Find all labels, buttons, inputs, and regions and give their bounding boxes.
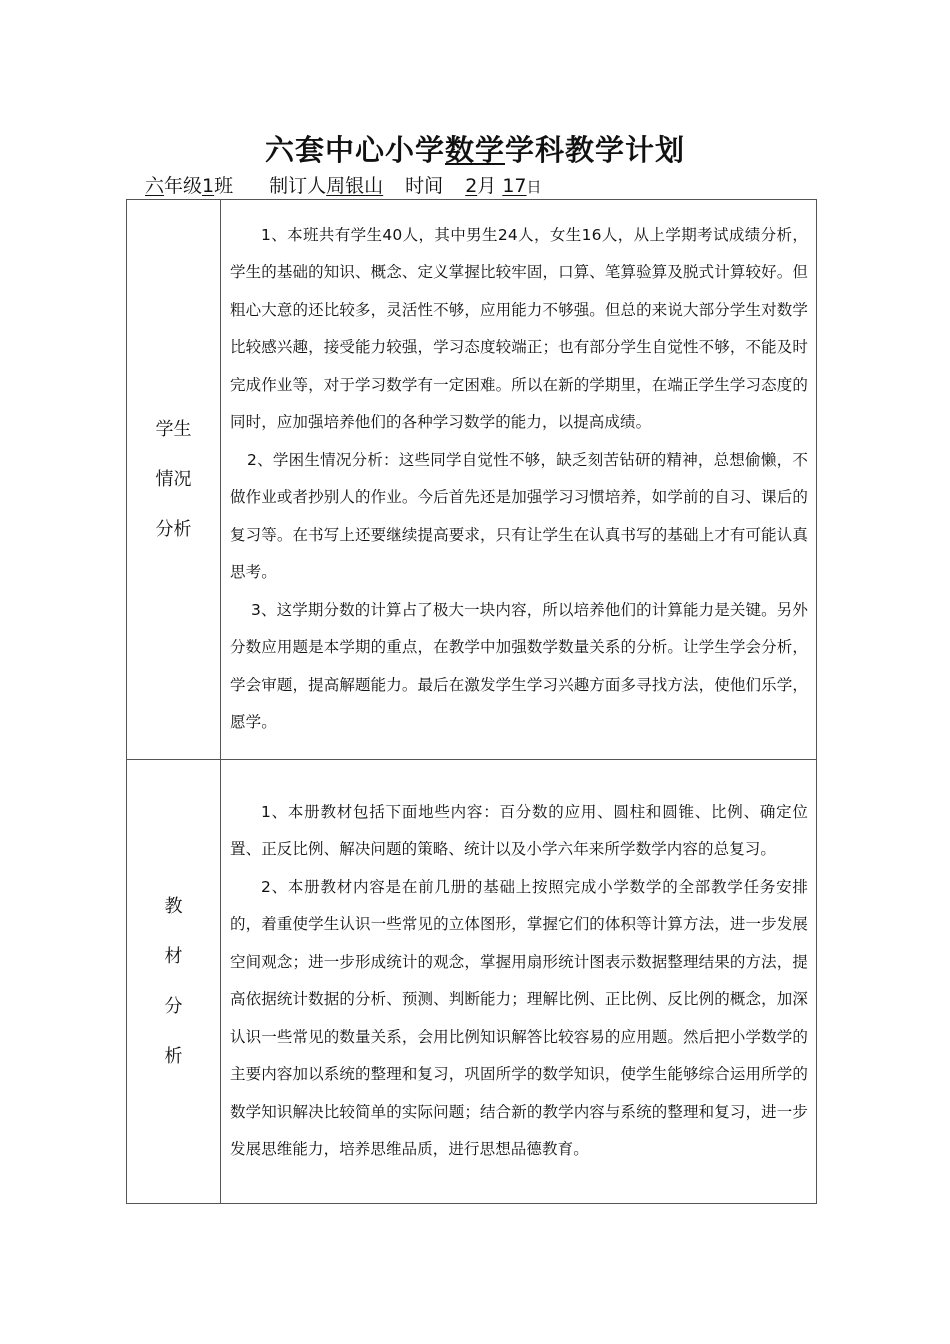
document-title: [0, 130, 950, 170]
maker-label: 制订人: [269, 175, 327, 197]
grade-value: 六: [145, 175, 165, 197]
title-subject: 数学: [444, 133, 505, 167]
row-content-student-analysis: [221, 200, 817, 760]
title-suffix: 学科教学计划: [505, 133, 686, 167]
row-label-line: 分析: [155, 518, 192, 540]
time-label: 时间: [405, 175, 444, 197]
row-label-line: 分: [164, 995, 183, 1017]
day-value: 17: [502, 175, 527, 197]
maker-value: 周银山: [326, 175, 384, 197]
paragraph: 1、本班共有学生40人，其中男生24人，女生16人，从上学期考试成绩分析，学生的基础的知识、概念、定义掌握比较牢固，口算、笔算验算及脱式计算较好。但粗心大意的还比较多，灵活性不够，应用能力不够强。但总的来说大部分学生对数学比较感兴趣，接受能力较强，学习态度较端正；也有部分学生自觉性不够，不能及时完成作业等，对于学习数学有一定困难。所以在新的学期里，在端正学生学习态度的同时，应加强培养他们的各种学习数学的能力，以提高成绩。: [230, 225, 808, 431]
row-label-line: 教: [164, 895, 183, 917]
row-label-line: 情况: [155, 468, 192, 490]
paragraph: 1、本册教材包括下面地些内容：百分数的应用、圆柱和圆锥、比例、确定位置、正反比例、解决问题的策略、统计以及小学六年来所学数学内容的总复习。: [230, 802, 808, 858]
title-prefix: 六套中心小学: [264, 133, 445, 167]
row-label-line: 析: [164, 1045, 183, 1067]
grade-label: 年级: [164, 175, 203, 197]
paragraph: 2、学困生情况分析：这些同学自觉性不够，缺乏刻苦钻研的精神，总想偷懒，不做作业或者抄别人的作业。今后首先还是加强学习习惯培养，如学前的自习、课后的复习等。在书写上还要继续提高要求，只有让学生在认真书写的基础上才有可能认真思考。: [230, 450, 808, 581]
plan-table: [126, 199, 817, 1204]
class-number-value: 1: [202, 175, 215, 197]
month-value: 2: [465, 175, 478, 197]
row-label-textbook-analysis: [127, 760, 221, 1204]
paragraph: 3、这学期分数的计算占了极大一块内容，所以培养他们的计算能力是关键。另外分数应用题是本学期的重点，在教学中加强数学数量关系的分析。让学生学会分析，学会审题，提高解题能力。最后在激发学生学习兴趣方面多寻找方法，使他们乐学，愿学。: [230, 600, 808, 731]
row-label-student-analysis: [127, 200, 221, 760]
row-label-line: 学生: [155, 418, 192, 440]
month-label: 月: [477, 175, 497, 197]
paragraph: 2、本册教材内容是在前几册的基础上按照完成小学数学的全部教学任务安排的，着重使学生认识一些常见的立体图形，掌握它们的体积等计算方法，进一步发展空间观念；进一步形成统计的观念，掌握用扇形统计图表示数据整理结果的方法，提高依据统计数据的分析、预测、判断能力；理解比例、正比例、反比例的概念，加深认识一些常见的数量关系，会用比例知识解答比较容易的应用题。然后把小学数学的主要内容加以系统的整理和复习，巩固所学的数学知识，使学生能够综合运用所学的数学知识解决比较简单的实际问题；结合新的教学内容与系统的整理和复习，进一步发展思维能力，培养思维品质，进行思想品德教育。: [230, 877, 808, 1158]
row-content-textbook-analysis: [221, 760, 817, 1204]
row-label-line: 材: [164, 945, 183, 967]
info-line: [145, 172, 542, 201]
table-row-student-analysis: [127, 200, 817, 760]
day-label: 日: [526, 178, 542, 196]
class-label: 班: [214, 175, 234, 197]
table-row-textbook-analysis: [127, 760, 817, 1204]
